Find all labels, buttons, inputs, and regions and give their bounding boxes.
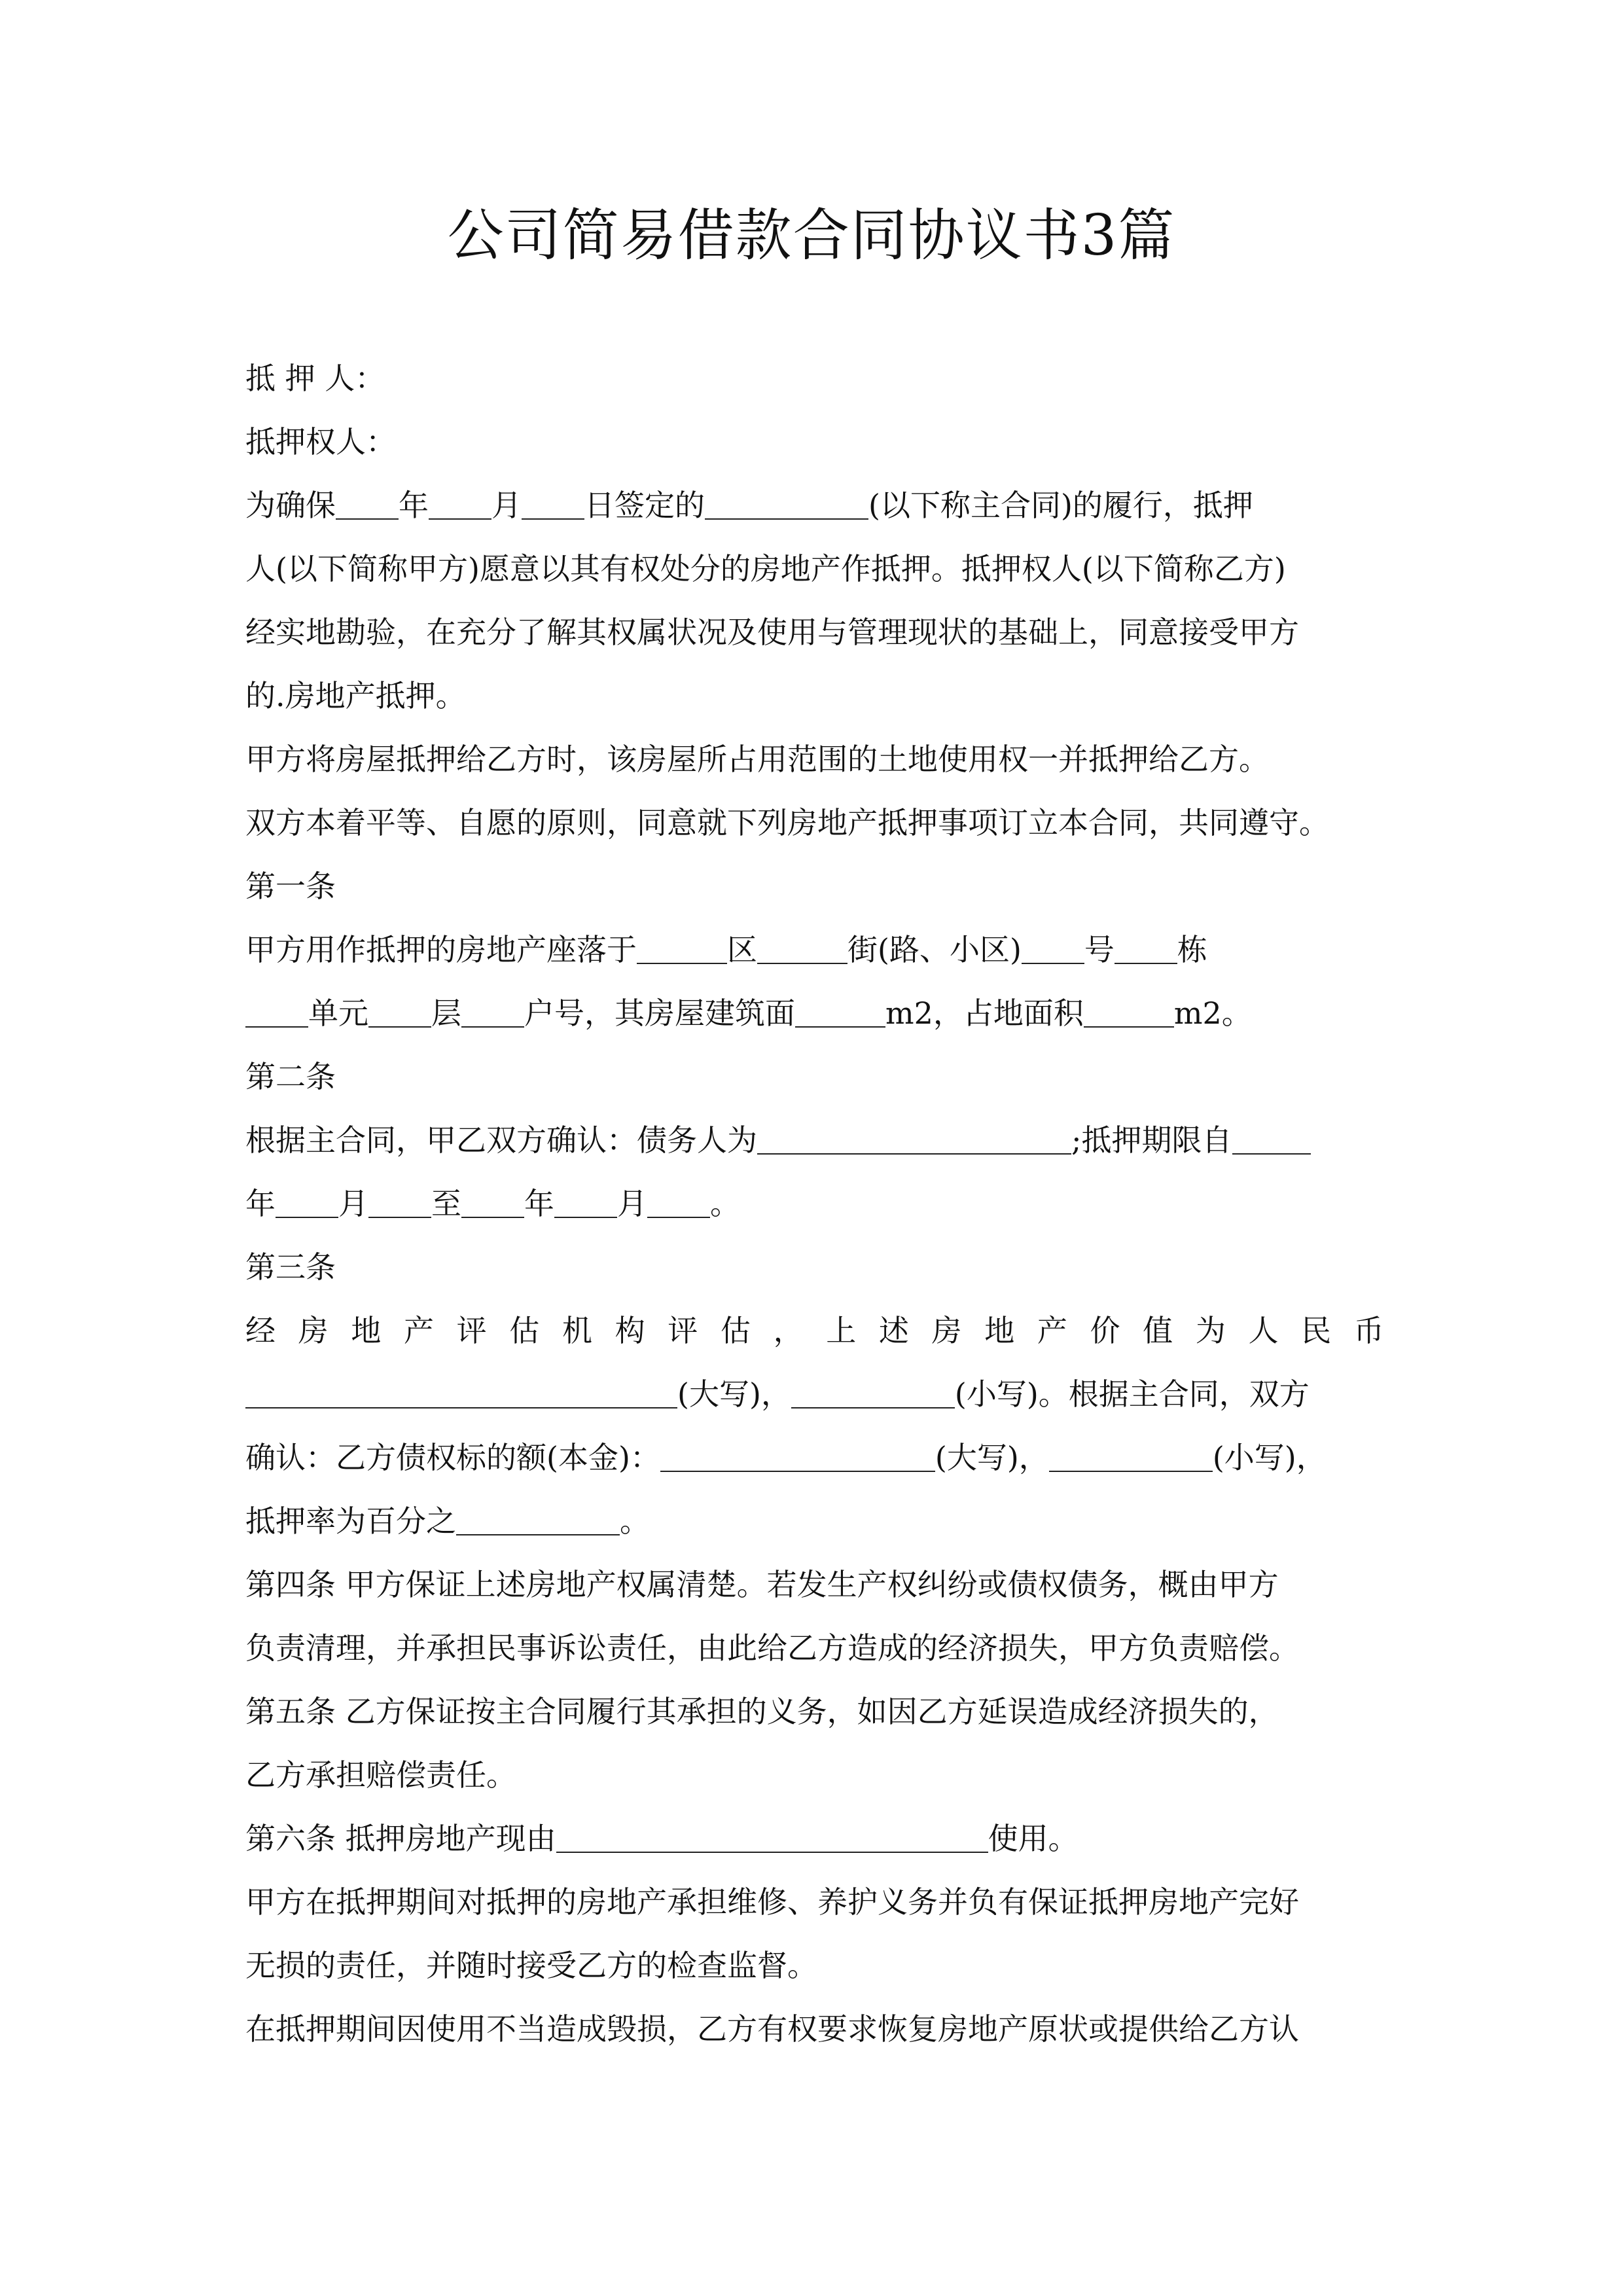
text-character: 上: [826, 1313, 857, 1348]
blank-field: [1232, 1123, 1311, 1155]
article-4-line-1: 第四条 甲方保证上述房地产权属清楚。若发生产权纠纷或债权债务，概由甲方: [245, 1567, 1279, 1602]
text-segment: 区: [727, 932, 757, 967]
blank-field: [556, 1821, 988, 1853]
mortgagor-line: 抵 押 人：: [245, 361, 385, 396]
blank-field: [456, 1504, 620, 1535]
text-character: 评: [668, 1313, 698, 1348]
intro-line-1: [245, 474, 1384, 537]
text-segment: ;抵押期限自: [1071, 1122, 1232, 1158]
blank-field: [368, 1187, 431, 1218]
text-segment: (以下称主合同)的履行，抵押: [868, 488, 1253, 523]
text-segment: 至: [431, 1186, 461, 1221]
text-segment: m2，占地面积: [885, 996, 1084, 1031]
mortgagee-line: 抵押权人：: [245, 424, 396, 459]
text-character: 地: [984, 1313, 1015, 1348]
article-2-line-2: [245, 1172, 1384, 1236]
text-character: 估: [720, 1313, 751, 1348]
text-segment: 年: [524, 1186, 554, 1221]
text-character: 机: [562, 1313, 592, 1348]
article-4-line-2: 负责清理，并承担民事诉讼责任，由此给乙方造成的经济损失，甲方负责赔偿。: [245, 1630, 1299, 1666]
text-character: 价: [1090, 1313, 1120, 1348]
text-character: 地: [351, 1313, 382, 1348]
document-body: [245, 347, 1384, 2061]
text-segment: 为确保: [245, 488, 336, 523]
text-character: 民: [1301, 1313, 1332, 1348]
paragraph-principle: 双方本着平等、自愿的原则，同意就下列房地产抵押事项订立本合同，共同遵守。: [245, 805, 1329, 840]
article-3-line-2: [245, 1363, 1384, 1426]
blank-field: [1022, 933, 1084, 964]
document-title: 公司简易借款合同协议书3篇: [447, 203, 1176, 268]
text-segment: 街(路、小区): [847, 932, 1022, 967]
text-segment: 户号，其房屋建筑面: [524, 996, 795, 1031]
text-segment: 层: [431, 996, 461, 1031]
text-character: 房: [931, 1313, 962, 1348]
article-6-line-4: 在抵押期间因使用不当造成毁损，乙方有权要求恢复房地产原状或提供给乙方认: [245, 2011, 1299, 2047]
article-3-line-1: [245, 1299, 1384, 1363]
text-character: 经: [245, 1313, 276, 1348]
blank-field: [757, 1123, 1071, 1155]
text-segment: (小写)。根据主合同，双方: [954, 1376, 1310, 1412]
blank-field: [368, 996, 431, 1028]
blank-field: [1084, 996, 1174, 1028]
text-segment: (大写)，: [677, 1376, 791, 1412]
article-5-line-2: 乙方承担赔偿责任。: [245, 1757, 516, 1793]
blank-field: [522, 488, 584, 520]
text-segment: 月: [491, 488, 522, 523]
intro-line-3: 经实地勘验，在充分了解其权属状况及使用与管理现状的基础上，同意接受甲方: [245, 615, 1299, 650]
blank-field: [276, 1187, 338, 1218]
text-segment: 日签定的: [584, 488, 705, 523]
intro-line-4: 的.房地产抵押。: [245, 678, 466, 713]
text-segment: (大写)，: [935, 1440, 1049, 1475]
text-segment: 月: [617, 1186, 647, 1221]
blank-field: [647, 1187, 710, 1218]
blank-field: [1115, 933, 1177, 964]
blank-field: [791, 1377, 955, 1408]
blank-field: [554, 1187, 617, 1218]
text-segment: 。: [620, 1503, 650, 1539]
text-segment: 年: [399, 488, 429, 523]
text-segment: 根据主合同，甲乙双方确认：债务人为: [245, 1122, 757, 1158]
text-segment: (小写)，: [1212, 1440, 1327, 1475]
text-segment: 年: [245, 1186, 276, 1221]
article-1-line-1: [245, 918, 1384, 982]
blank-field: [757, 933, 847, 964]
text-segment: 。: [710, 1186, 740, 1221]
text-character: 构: [615, 1313, 645, 1348]
blank-field: [336, 488, 399, 520]
text-segment: 单元: [308, 996, 368, 1031]
article-3-line-3: [245, 1426, 1384, 1490]
blank-field: [245, 1377, 677, 1408]
blank-field: [660, 1441, 935, 1472]
text-character: 估: [509, 1313, 540, 1348]
text-character: 人: [1248, 1313, 1279, 1348]
blank-field: [705, 488, 868, 520]
text-segment: 使用。: [988, 1821, 1079, 1856]
blank-field: [245, 996, 308, 1028]
text-character: 产: [1037, 1313, 1067, 1348]
text-segment: 月: [338, 1186, 368, 1221]
article-1-heading: 第一条: [245, 869, 336, 904]
text-character: 为: [1195, 1313, 1226, 1348]
text-segment: 栋: [1177, 932, 1207, 967]
article-6-line-2: 甲方在抵押期间对抵押的房地产承担维修、养护义务并负有保证抵押房地产完好: [245, 1884, 1299, 1920]
text-character: 币: [1353, 1313, 1384, 1348]
blank-field: [461, 996, 524, 1028]
article-3-heading: 第三条: [245, 1249, 336, 1285]
blank-field: [429, 488, 491, 520]
text-segment: 第六条 抵押房地产现由: [245, 1821, 556, 1856]
text-character: 评: [456, 1313, 487, 1348]
text-character: ，: [773, 1313, 804, 1348]
blank-field: [461, 1187, 524, 1218]
text-character: 述: [878, 1313, 909, 1348]
article-2-heading: 第二条: [245, 1059, 336, 1094]
article-5-line-1: 第五条 乙方保证按主合同履行其承担的义务，如因乙方延误造成经济损失的，: [245, 1694, 1279, 1729]
article-6-line-1: [245, 1807, 1384, 1871]
intro-line-2: 人(以下简称甲方)愿意以其有权处分的房地产作抵押。抵押权人(以下简称乙方): [245, 551, 1286, 586]
article-1-line-2: [245, 982, 1384, 1045]
paragraph-land-use: 甲方将房屋抵押给乙方时，该房屋所占用范围的土地使用权一并抵押给乙方。: [245, 742, 1269, 777]
article-3-line-4: [245, 1490, 1384, 1553]
article-2-line-1: [245, 1109, 1384, 1172]
blank-field: [795, 996, 885, 1028]
article-6-line-3: 无损的责任，并随时接受乙方的检查监督。: [245, 1948, 817, 1983]
text-segment: 确认：乙方债权标的额(本金)：: [245, 1440, 660, 1475]
text-segment: 号: [1084, 932, 1115, 967]
text-segment: m2。: [1173, 996, 1252, 1031]
text-segment: 甲方用作抵押的房地产座落于: [245, 932, 637, 967]
text-segment: 抵押率为百分之: [245, 1503, 456, 1539]
text-character: 值: [1143, 1313, 1173, 1348]
text-character: 产: [403, 1313, 434, 1348]
blank-field: [1049, 1441, 1213, 1472]
blank-field: [637, 933, 727, 964]
text-character: 房: [298, 1313, 329, 1348]
